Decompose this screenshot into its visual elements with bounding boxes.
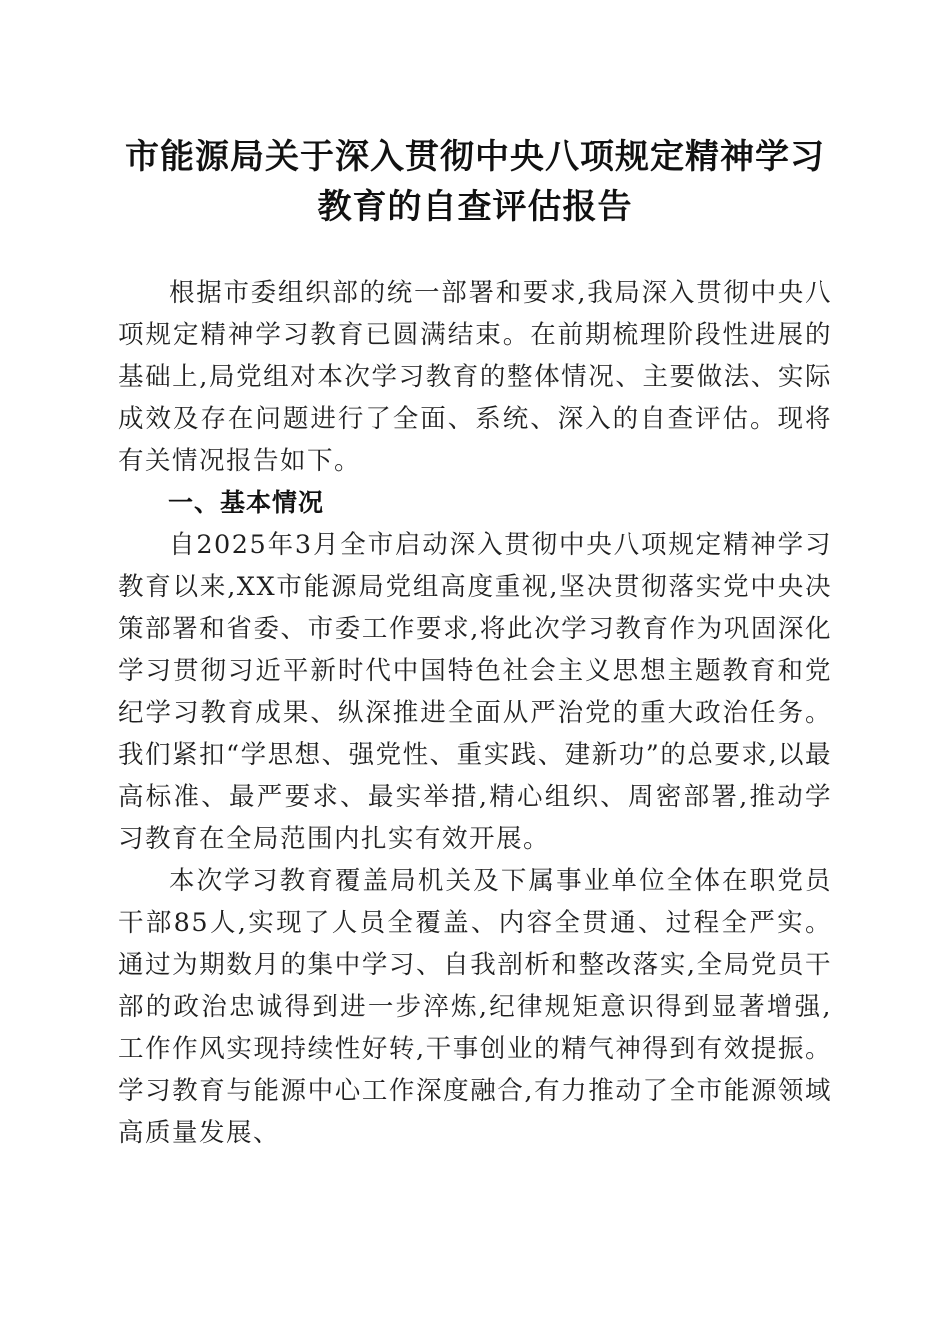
title-line-1: 市能源局关于深入贯彻中央八项规定精神学习 [125, 137, 825, 177]
section-paragraph: 本次学习教育覆盖局机关及下属事业单位全体在职党员干部85人,实现了人员全覆盖、内容全贯通、过程全严实。通过为期数月的集中学习、自我剖析和整改落实,全局党员干部的政治忠诚得到进一步淬炼,纪律规矩意识得到显著增强,工作作风实现持续性好转,干事创业的精气神得到有效提振。学习教育与能源中心工作深度融合,有力推动了全市能源领域高质量发展、 [118, 866, 832, 1148]
title-line-2: 教育的自查评估报告 [317, 187, 633, 227]
section-heading-basic-situation: 一、基本情况 [168, 488, 325, 517]
document-body [118, 272, 832, 1154]
intro-paragraph: 根据市委组织部的统一部署和要求,我局深入贯彻中央八项规定精神学习教育已圆满结束。在前期梳理阶段性进展的基础上,局党组对本次学习教育的整体情况、主要做法、实际成效及存在问题进行了全面、系统、深入的自查评估。现将有关情况报告如下。 [118, 278, 832, 476]
document-title [100, 132, 850, 232]
section-paragraph: 自2025年3月全市启动深入贯彻中央八项规定精神学习教育以来,XX市能源局党组高度重视,坚决贯彻落实党中央决策部署和省委、市委工作要求,将此次学习教育作为巩固深化学习贯彻习近平新时代中国特色社会主义思想主题教育和党纪学习教育成果、纵深推进全面从严治党的重大政治任务。我们紧扣“学思想、强党性、重实践、建新功”的总要求,以最高标准、最严要求、最实举措,精心组织、周密部署,推动学习教育在全局范围内扎实有效开展。 [118, 530, 832, 854]
